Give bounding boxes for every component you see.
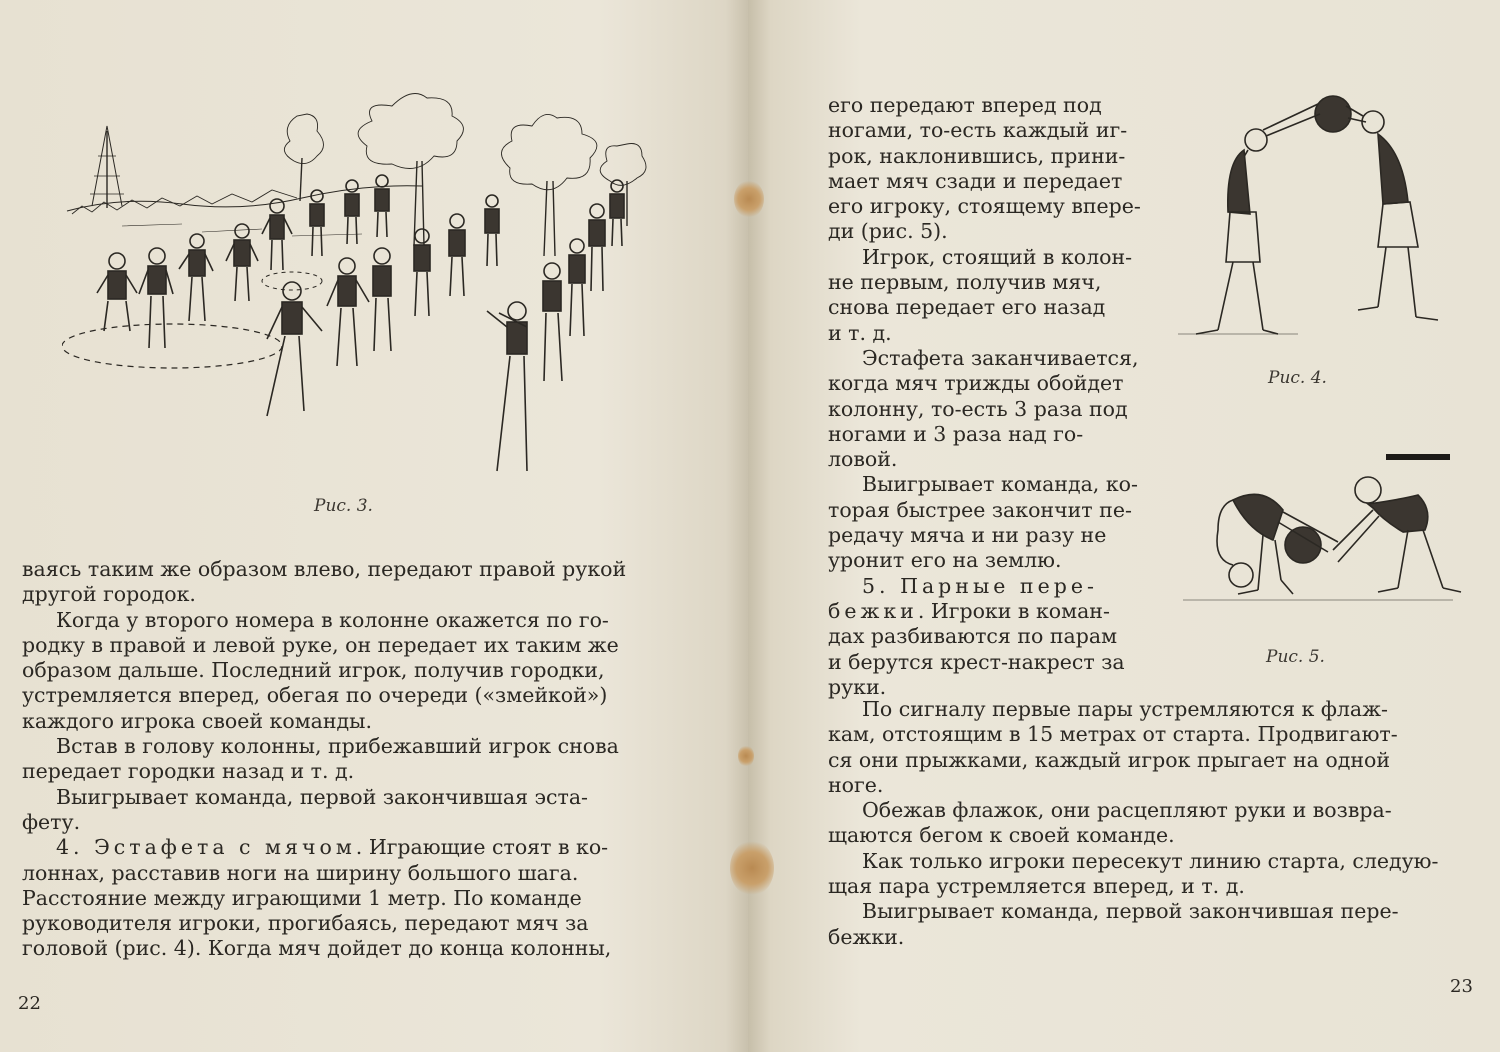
right-column-text [828, 93, 1160, 700]
text-line: щая пара устремляется вперед, и т. д. [828, 874, 1245, 899]
figure-5-caption: Рис. 5. [1266, 647, 1325, 667]
text-line: лоннах, расставив ноги на ширину большого шага. [22, 860, 579, 885]
text-line: Выигрывает команда, первой закончившая пере- [862, 899, 1399, 924]
page-number-right: 23 [1450, 976, 1473, 997]
section-heading: 4. Эстафета с мячом [56, 835, 356, 860]
text-line: образом дальше. Последний игрок, получив городки, [22, 658, 605, 683]
figure-4-illustration [1178, 92, 1468, 342]
right-body-text [828, 697, 1466, 950]
text-line: родку в правой и левой руке, он передает их таким же [22, 632, 619, 657]
text-line: другой городок. [22, 582, 196, 607]
text-line: кам, отстоящим в 15 метрах от старта. Продвигают- [828, 722, 1398, 747]
text-line: не первым, получив мяч, [828, 270, 1102, 295]
text-line: его игроку, стоящему впере- [828, 194, 1141, 219]
text-line: редачу мяча и ни разу не [828, 523, 1107, 548]
text-line: ногами и 3 раза над го- [828, 421, 1084, 446]
text-line: Обежав флажок, они расцепляют руки и возвра- [862, 798, 1392, 823]
left-page [0, 0, 748, 1052]
text-line: снова передает его назад [828, 295, 1106, 320]
section-heading-text: бежки [828, 598, 918, 623]
text-line: передает городки назад и т. д. [22, 759, 355, 784]
text-line: ди (рис. 5). [828, 219, 948, 244]
text-line: Как только игроки пересекут линию старта, следую- [862, 848, 1439, 873]
figure-5-illustration [1163, 470, 1463, 620]
text-line [828, 599, 1160, 624]
section-heading [828, 574, 1160, 599]
stain [734, 180, 764, 218]
figure-3-illustration [62, 86, 662, 486]
stain [738, 745, 754, 767]
text-line: мает мяч сзади и передает [828, 168, 1123, 193]
section-heading-text: 5. Парные пере- [862, 573, 1098, 598]
text-line [22, 835, 672, 860]
text-line: Выигрывает команда, ко- [862, 472, 1138, 497]
text-line: По сигналу первые пары устремляются к флаж- [862, 697, 1388, 721]
text-line: щаются бегом к своей команде. [828, 823, 1175, 848]
text-line: колонну, то-есть 3 раза под [828, 396, 1128, 421]
text-span: . Игроки в коман- [917, 598, 1110, 623]
underline-mark [1386, 454, 1450, 460]
text-line: и берутся крест-накрест за [828, 649, 1125, 674]
figure-3-caption: Рис. 3. [314, 496, 373, 516]
text-line: Эстафета заканчивается, [862, 345, 1139, 370]
text-line: уронит его на землю. [828, 548, 1062, 573]
text-line: Когда у второго номера в колонне окажется по го- [56, 607, 609, 632]
text-line: ноге. [828, 772, 884, 797]
text-line: торая быстрее закончит пе- [828, 497, 1132, 522]
text-line: ся они прыжками, каждый игрок прыгает на одной [828, 747, 1391, 772]
text-line: руки. [828, 674, 887, 699]
left-body-text [22, 557, 672, 962]
stain [730, 840, 774, 896]
right-page [748, 0, 1500, 1052]
text-line: каждого игрока своей команды. [22, 708, 372, 733]
text-line: бежки. [828, 924, 905, 949]
page-number-left: 22 [18, 993, 41, 1014]
text-line: рок, наклонившись, прини- [828, 143, 1126, 168]
text-line: Игрок, стоящий в колон- [862, 244, 1133, 269]
text-line: головой (рис. 4). Когда мяч дойдет до конца колонны, [22, 936, 612, 961]
text-line: фету. [22, 809, 81, 834]
text-line: руководителя игроки, прогибаясь, передают мяч за [22, 911, 589, 936]
text-line: Расстояние между играющими 1 метр. По команде [22, 885, 582, 910]
text-line: дах разбиваются по парам [828, 624, 1118, 649]
text-line: и т. д. [828, 320, 892, 345]
text-line: ваясь таким же образом влево, передают правой рукой [22, 557, 627, 581]
text-line: когда мяч трижды обойдет [828, 371, 1124, 396]
text-line: его передают вперед под [828, 93, 1102, 117]
text-line: Выигрывает команда, первой закончившая эста- [56, 784, 588, 809]
text-span: . Играющие стоят в ко- [355, 835, 609, 860]
figure-4-caption: Рис. 4. [1268, 368, 1327, 388]
text-line: ловой. [828, 447, 898, 472]
text-line: устремляется вперед, обегая по очереди («змейкой») [22, 683, 608, 708]
text-line: Встав в голову колонны, прибежавший игрок снова [56, 734, 619, 759]
text-line: ногами, то-есть каждый иг- [828, 118, 1128, 143]
